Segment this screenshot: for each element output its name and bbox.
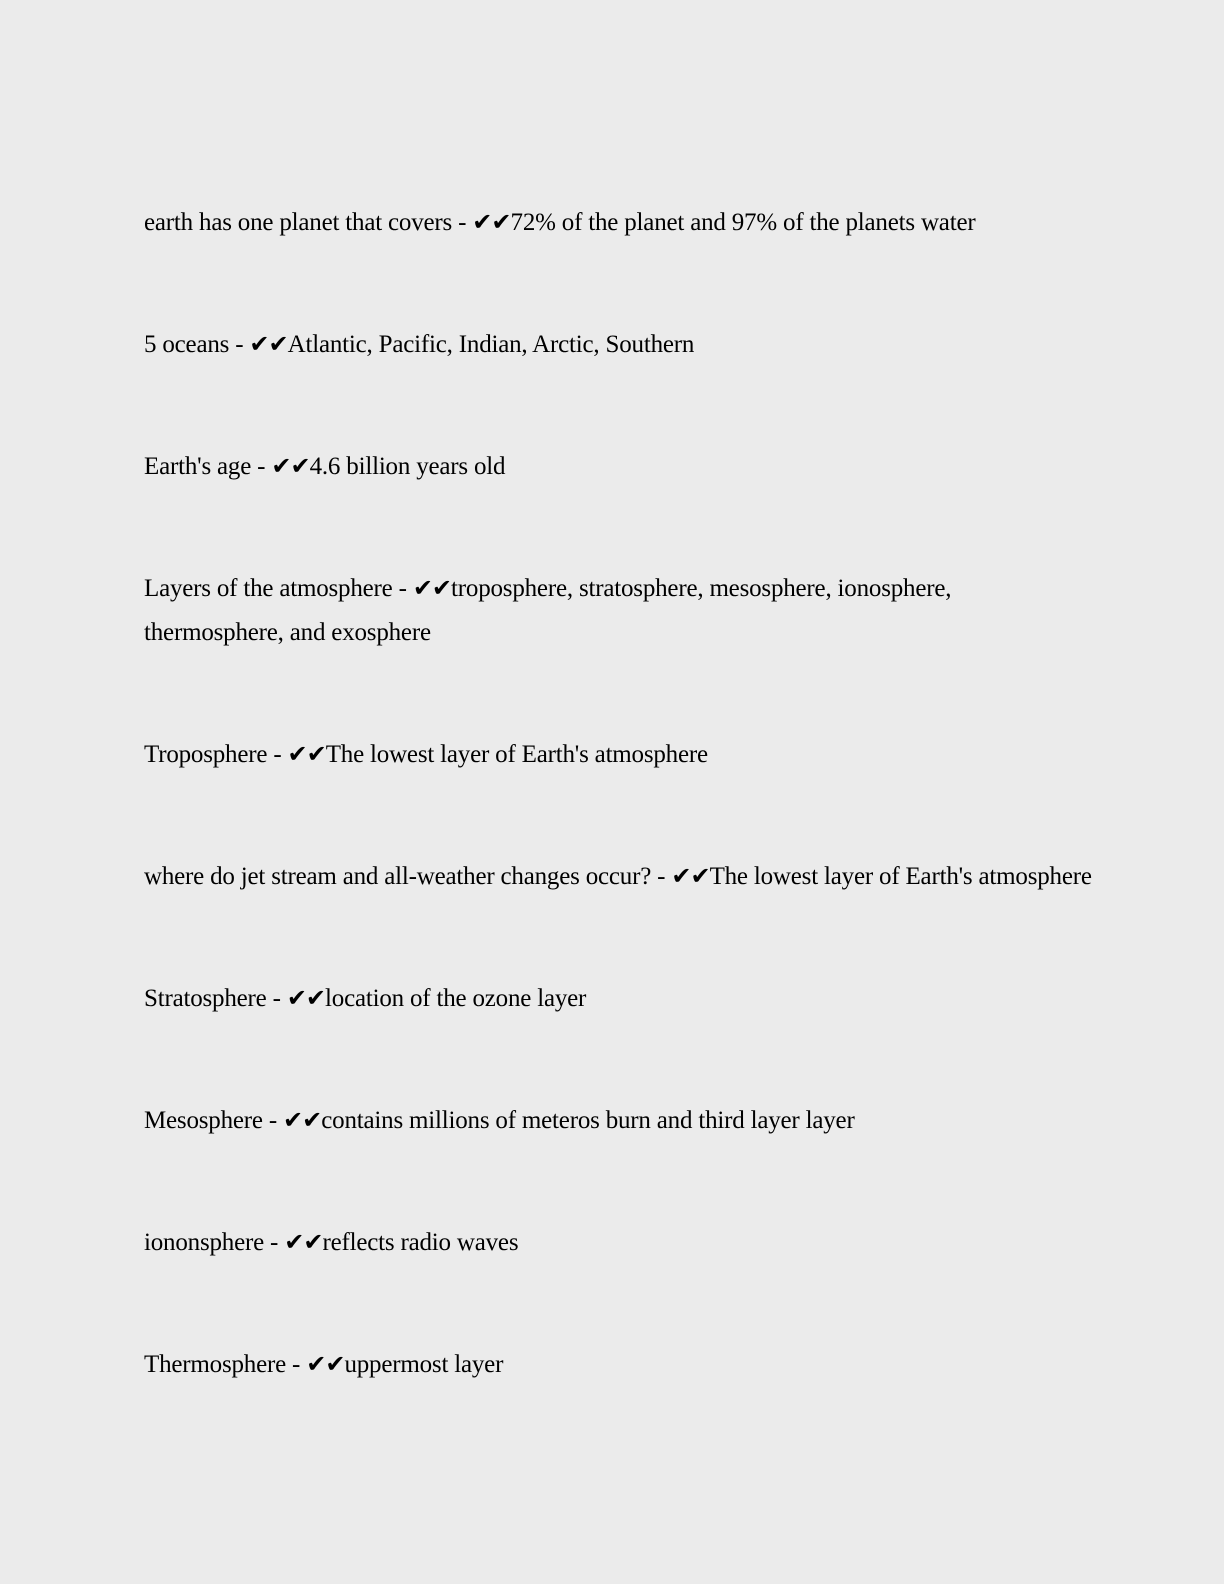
entry-term: Thermosphere xyxy=(144,1351,286,1378)
check-marks-icon: ✔✔ xyxy=(249,330,288,358)
check-marks-icon: ✔✔ xyxy=(671,862,710,890)
entry-separator: - xyxy=(651,863,672,890)
check-marks-icon: ✔✔ xyxy=(286,984,326,1012)
entry-term: iononsphere xyxy=(144,1229,264,1256)
check-marks-icon: ✔✔ xyxy=(284,1228,323,1256)
entry-term: Mesosphere xyxy=(144,1107,263,1134)
entry-definition: contains millions of meteros burn and third layer layer xyxy=(321,1107,855,1134)
check-marks-icon: ✔✔ xyxy=(271,452,310,480)
entry-separator: - xyxy=(229,331,250,358)
entry-term: Earth's age xyxy=(144,453,252,480)
entry-definition: location of the ozone layer xyxy=(325,985,587,1012)
check-marks-icon: ✔✔ xyxy=(283,1106,322,1134)
flashcard-list xyxy=(144,200,1094,1464)
check-marks-icon: ✔✔ xyxy=(306,1350,345,1378)
entry-separator: - xyxy=(262,1107,284,1134)
entry-definition: troposphere, stratosphere, mesosphere, ionosphere, thermosphere, and exosphere xyxy=(144,575,952,646)
check-marks-icon: ✔✔ xyxy=(472,208,511,236)
flashcard-entry xyxy=(144,444,1094,489)
flashcard-entry xyxy=(144,732,1094,777)
flashcard-entry xyxy=(144,854,1094,899)
entry-definition: uppermost layer xyxy=(344,1351,504,1378)
entry-definition: Atlantic, Pacific, Indian, Arctic, Southern xyxy=(287,331,695,358)
entry-term: 5 oceans xyxy=(144,331,230,358)
entry-term: where do jet stream and all-weather changes occur? xyxy=(144,863,652,890)
flashcard-entry xyxy=(144,566,1094,655)
entry-separator: - xyxy=(266,985,287,1012)
entry-definition: The lowest layer of Earth's atmosphere xyxy=(709,863,1092,890)
entry-separator: - xyxy=(267,741,288,768)
entry-term: Troposphere xyxy=(144,741,268,768)
entry-separator: - xyxy=(251,453,272,480)
entry-definition: 4.6 billion years old xyxy=(309,453,506,480)
flashcard-entry xyxy=(144,1098,1094,1143)
entry-term: Stratosphere xyxy=(144,985,267,1012)
flashcard-entry xyxy=(144,1342,1094,1387)
flashcard-entry xyxy=(144,322,1094,367)
entry-term: earth has one planet that covers xyxy=(144,209,453,236)
entry-term: Layers of the atmosphere xyxy=(144,575,393,602)
check-marks-icon: ✔✔ xyxy=(412,574,452,602)
flashcard-entry xyxy=(144,200,1094,245)
entry-separator: - xyxy=(286,1351,307,1378)
entry-separator: - xyxy=(452,209,473,236)
entry-definition: reflects radio waves xyxy=(322,1229,519,1256)
flashcard-entry xyxy=(144,976,1094,1021)
entry-separator: - xyxy=(392,575,413,602)
entry-separator: - xyxy=(264,1229,285,1256)
check-marks-icon: ✔✔ xyxy=(287,740,326,768)
entry-definition: The lowest layer of Earth's atmosphere xyxy=(325,741,708,768)
entry-definition: 72% of the planet and 97% of the planets water xyxy=(510,209,976,236)
flashcard-entry xyxy=(144,1220,1094,1265)
